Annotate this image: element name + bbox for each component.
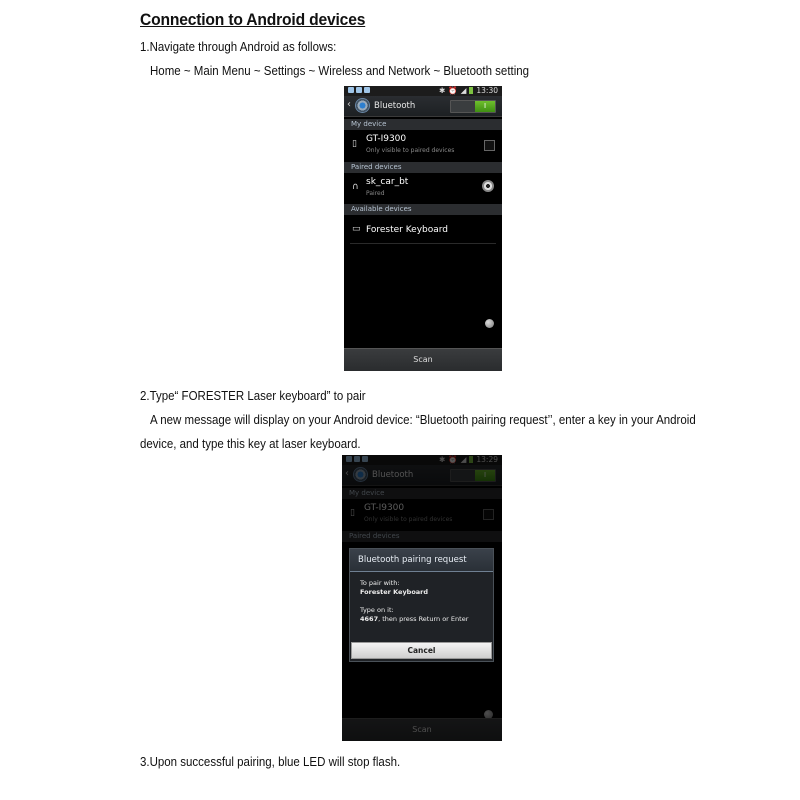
phone-icon: ▯: [352, 139, 357, 149]
notification-icons: [346, 456, 368, 462]
visibility-checkbox[interactable]: [484, 140, 495, 151]
toggle-knob: I: [475, 101, 495, 112]
scroll-indicator: [485, 319, 494, 328]
back-chevron-icon: ‹: [345, 468, 349, 479]
status-bar: [344, 86, 502, 96]
notification-icon: [346, 456, 352, 462]
notification-icon: [348, 87, 354, 93]
device-name: GT-I9300: [364, 503, 405, 513]
battery-icon: [469, 456, 473, 463]
status-bar: [342, 455, 502, 465]
pair-with-device-name: Forester Keyboard: [360, 588, 429, 596]
bluetooth-pairing-dialog: [349, 548, 494, 662]
bluetooth-settings-gear-icon: [354, 468, 367, 481]
device-visibility-text: Only visible to paired devices: [364, 516, 453, 523]
step-2-description-line-1: A new message will display on your Android device: “Bluetooth pairing request’’, enter a key in your Android: [150, 413, 696, 427]
paired-status-text: Paired: [366, 190, 385, 197]
bluetooth-toggle[interactable]: [450, 100, 496, 113]
action-bar: [344, 96, 502, 117]
status-time: 13:29: [476, 455, 498, 464]
my-device-header: My device: [342, 488, 502, 499]
pairing-instructions: [360, 615, 468, 623]
visibility-checkbox: [483, 509, 494, 520]
pairing-code-suffix: , then press Return or Enter: [378, 615, 469, 623]
type-on-label: Type on it:: [360, 606, 394, 614]
cancel-button[interactable]: Cancel: [351, 642, 492, 659]
keyboard-icon: ▭: [352, 224, 361, 234]
battery-icon: [469, 87, 473, 94]
phone-icon: ▯: [350, 508, 355, 518]
my-device-header: My device: [344, 119, 502, 130]
paired-device-name[interactable]: sk_car_bt: [366, 177, 409, 187]
notification-icon: [362, 456, 368, 462]
scan-button[interactable]: Scan: [344, 348, 502, 371]
scan-button: Scan: [342, 718, 502, 741]
pairing-code: 4667: [360, 615, 379, 623]
step-1-text: 1.Navigate through Android as follows:: [140, 40, 337, 54]
dialog-title: Bluetooth pairing request: [350, 549, 493, 572]
bluetooth-toggle: [450, 469, 496, 482]
action-bar-title: Bluetooth: [374, 101, 416, 111]
action-bar-title: Bluetooth: [372, 470, 414, 480]
available-device-name[interactable]: Forester Keyboard: [366, 225, 449, 235]
step-2-text: 2.Type“ FORESTER Laser keyboard” to pair: [140, 389, 366, 403]
action-bar: [342, 465, 502, 486]
bluetooth-status-icon: ✱: [438, 455, 446, 464]
phone-screenshot-pairing-request: [342, 455, 502, 741]
bluetooth-status-icon: ✱: [438, 86, 446, 95]
bluetooth-settings-gear-icon: [356, 99, 369, 112]
signal-icon: ◢: [460, 86, 467, 95]
divider: [350, 243, 496, 244]
signal-icon: ◢: [460, 455, 467, 464]
device-visibility-text: Only visible to paired devices: [366, 147, 455, 154]
toggle-knob: I: [475, 470, 495, 481]
notification-icon: [356, 87, 362, 93]
navigation-path-text: Home ~ Main Menu ~ Settings ~ Wireless and Network ~ Bluetooth setting: [150, 64, 530, 78]
device-settings-gear-icon[interactable]: [482, 180, 494, 192]
pair-with-label: To pair with:: [360, 579, 400, 587]
notification-icon: [364, 87, 370, 93]
available-devices-header: Available devices: [344, 204, 502, 215]
paired-devices-header: Paired devices: [342, 531, 502, 542]
paired-devices-header: Paired devices: [344, 162, 502, 173]
step-2-description-line-2: device, and type this key at laser keyboard.: [140, 437, 361, 451]
notification-icon: [354, 456, 360, 462]
notification-icons: [348, 87, 370, 93]
status-time: 13:30: [476, 86, 498, 95]
page-title: Connection to Android devices: [140, 10, 366, 29]
step-3-text: 3.Upon successful pairing, blue LED will stop flash.: [140, 755, 401, 769]
back-chevron-icon[interactable]: ‹: [347, 99, 351, 110]
device-name: GT-I9300: [366, 134, 407, 144]
alarm-icon: ⏰: [448, 455, 458, 464]
headset-icon: ∩: [352, 182, 359, 192]
alarm-icon: ⏰: [448, 86, 458, 95]
phone-screenshot-bluetooth-settings: [344, 86, 502, 371]
